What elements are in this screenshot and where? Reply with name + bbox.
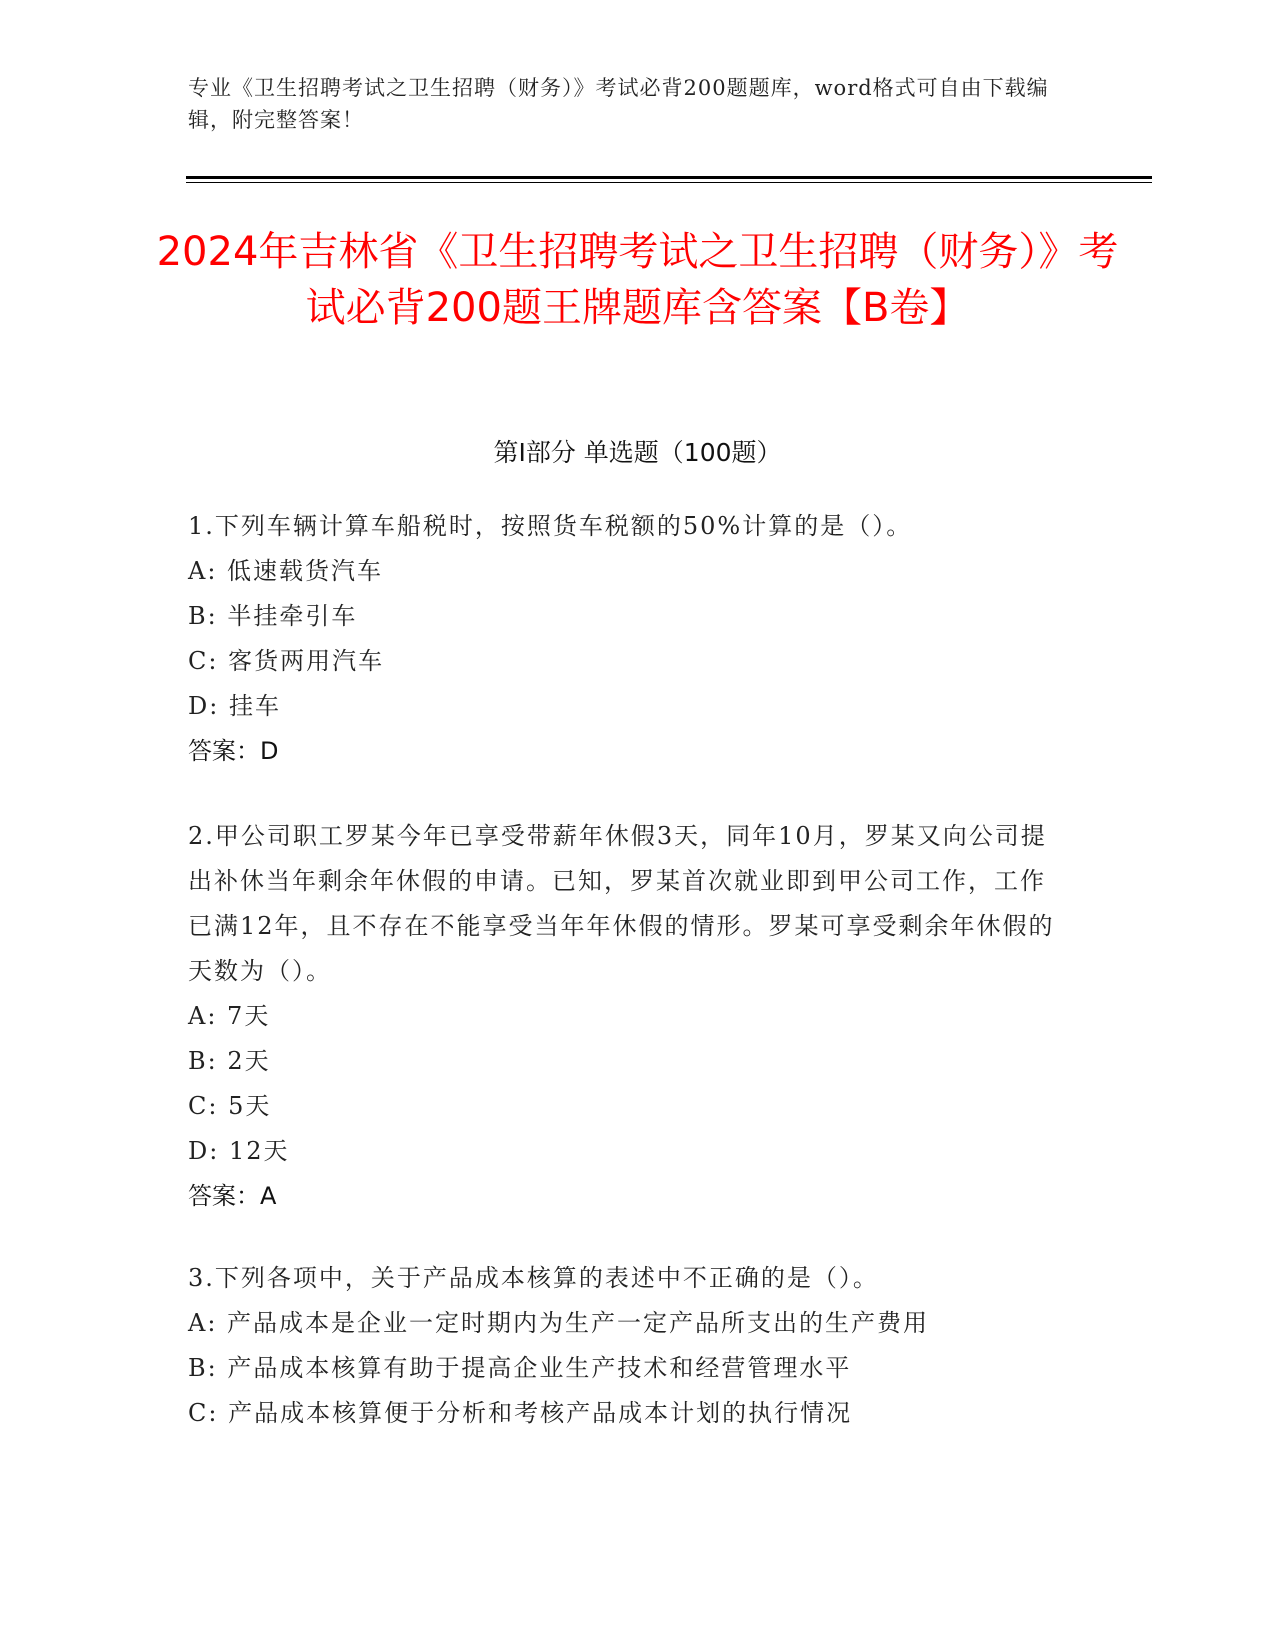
header-divider-thick bbox=[186, 176, 1152, 179]
option-a: A: 低速载货汽车 bbox=[188, 557, 384, 585]
option-c: C: 客货两用汽车 bbox=[188, 647, 385, 675]
answer: 答案：A bbox=[188, 1182, 277, 1210]
option-b: B: 2天 bbox=[188, 1047, 271, 1075]
option-b: B: 产品成本核算有助于提高企业生产技术和经营管理水平 bbox=[188, 1354, 852, 1382]
question-text: 1.下列车辆计算车船税时，按照货车税额的50%计算的是（）。 bbox=[188, 512, 913, 540]
section-heading: 第I部分 单选题（100题） bbox=[493, 438, 782, 467]
option-d: D: 挂车 bbox=[188, 692, 281, 720]
option-c: C: 5天 bbox=[188, 1092, 272, 1120]
option-b: B: 半挂牵引车 bbox=[188, 602, 358, 630]
header-note: 专业《卫生招聘考试之卫生招聘（财务）》考试必背200题题库，word格式可自由下载编辑，附完整答案！ bbox=[188, 76, 1049, 132]
question-2 bbox=[188, 814, 1068, 1219]
question-3 bbox=[188, 1256, 1068, 1436]
document-title: 2024年吉林省《卫生招聘考试之卫生招聘（财务）》考试必背200题王牌题库含答案【B卷】 bbox=[156, 229, 1119, 331]
question-1 bbox=[188, 504, 1068, 774]
option-a: A: 7天 bbox=[188, 1002, 271, 1030]
header-divider-thin bbox=[186, 182, 1152, 183]
option-c: C: 产品成本核算便于分析和考核产品成本计划的执行情况 bbox=[188, 1399, 853, 1427]
option-a: A: 产品成本是企业一定时期内为生产一定产品所支出的生产费用 bbox=[188, 1309, 930, 1337]
question-text: 3.下列各项中，关于产品成本核算的表述中不正确的是（）。 bbox=[188, 1264, 879, 1292]
answer: 答案：D bbox=[188, 737, 279, 765]
option-d: D: 12天 bbox=[188, 1137, 290, 1165]
question-text: 2.甲公司职工罗某今年已享受带薪年休假3天，同年10月，罗某又向公司提出补休当年剩余年休假的申请。已知，罗某首次就业即到甲公司工作，工作已满12年，且不存在不能享受当年年休假的情形。罗某可享受剩余年休假的天数为（）。 bbox=[188, 822, 1055, 985]
